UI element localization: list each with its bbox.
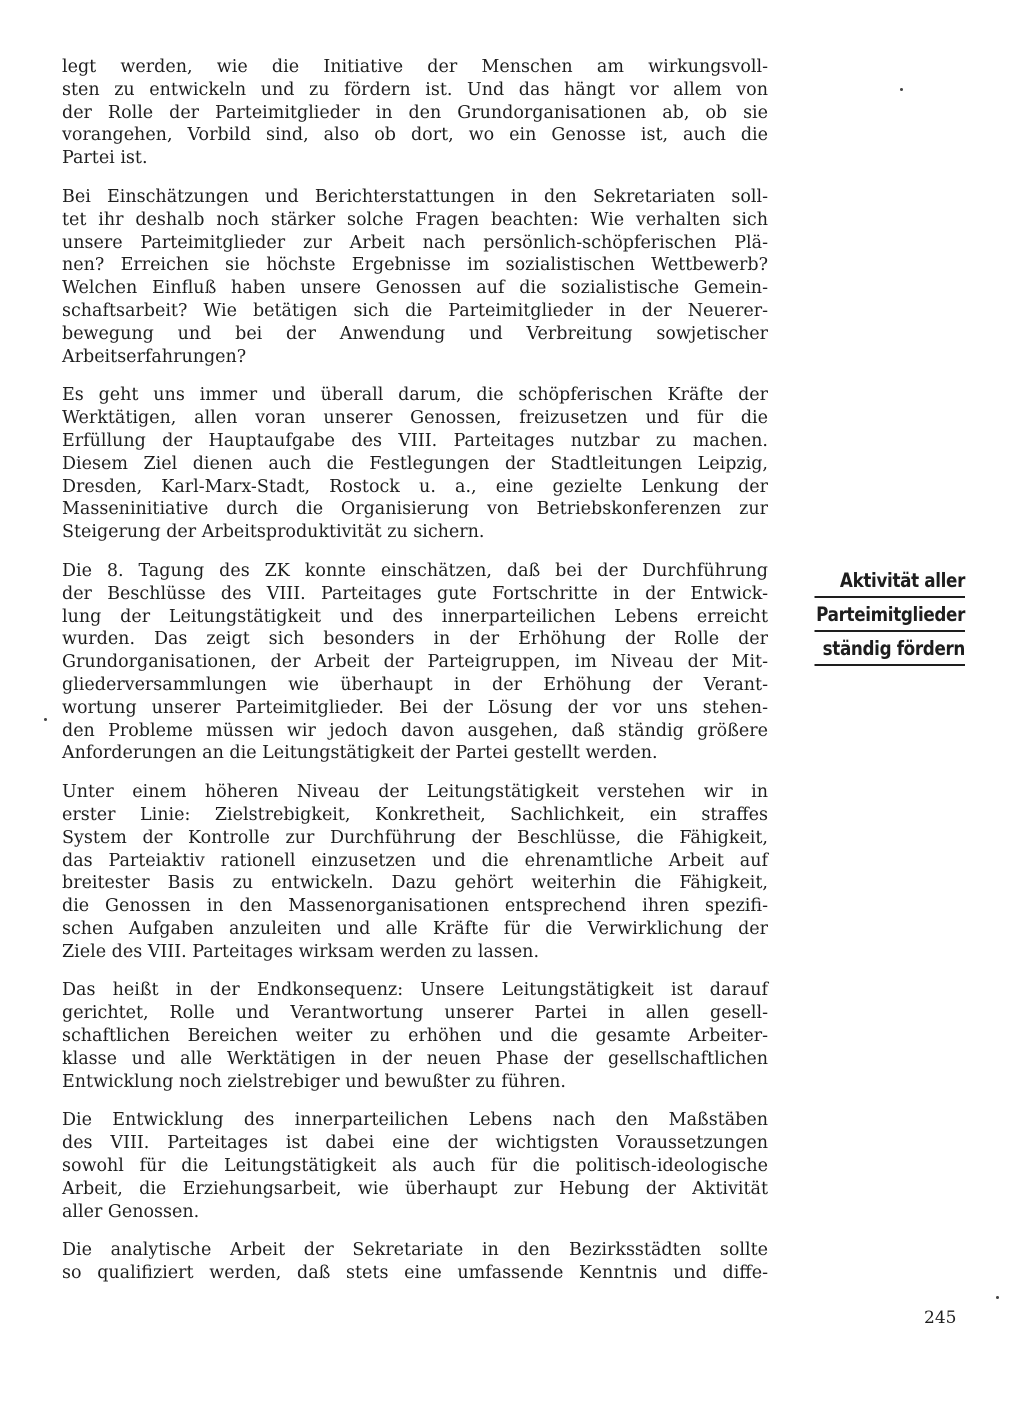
text-line: System der Kontrolle zur Durchführung der Beschlüsse, die Fähigkeit, bbox=[62, 827, 768, 848]
text-line: Das heißt in der Endkonsequenz: Unsere Leitungstätigkeit ist darauf bbox=[62, 980, 768, 1001]
text-line: Die analytische Arbeit der Sekretariate in den Bezirksstädten sollte bbox=[62, 1240, 768, 1261]
text-line: bewegung und bei der Anwendung und Verbreitung sowjetischer bbox=[62, 323, 768, 344]
margin-heading bbox=[790, 567, 965, 669]
text-line: gliederversammlungen wie überhaupt in der Erhöhung der Verant- bbox=[62, 674, 768, 695]
paragraph-2 bbox=[62, 186, 768, 368]
scan-speck bbox=[44, 718, 47, 721]
text-line: Die 8. Tagung des ZK konnte einschätzen, daß bei der Durchführung bbox=[62, 560, 768, 581]
text-line: Grundorganisationen, der Arbeit der Parteigruppen, im Niveau der Mit- bbox=[62, 652, 768, 673]
paragraph-3 bbox=[62, 384, 768, 544]
text-line: Masseninitiative durch die Organisierung von Betriebskonferenzen zur bbox=[62, 499, 768, 520]
text-line: tet ihr deshalb noch stärker solche Fragen beachten: Wie verhalten sich bbox=[62, 209, 768, 230]
paragraph-4 bbox=[62, 560, 768, 765]
text-line: sten zu entwickeln und zu fördern ist. Und das hängt vor allem von bbox=[62, 79, 768, 100]
text-line: schaftsarbeit? Wie betätigen sich die Parteimitglieder in der Neuerer- bbox=[62, 300, 768, 321]
paragraph-6 bbox=[62, 979, 768, 1093]
text-line: Dresden, Karl-Marx-Stadt, Rostock u. a., eine gezielte Lenkung der bbox=[62, 476, 768, 497]
text-line: wurden. Das zeigt sich besonders in der Erhöhung der Rolle der bbox=[62, 629, 768, 650]
text-line: Unter einem höheren Niveau der Leitungstätigkeit verstehen wir in bbox=[62, 782, 768, 803]
text-line: die Genossen in den Massenorganisationen entsprechend ihren spezifi- bbox=[62, 896, 768, 917]
margin-heading-line: Aktivität aller bbox=[815, 567, 966, 598]
text-line: legt werden, wie die Initiative der Menschen am wirkungsvoll- bbox=[62, 57, 768, 77]
text-line: Die Entwicklung des innerparteilichen Lebens nach den Maßstäben bbox=[62, 1110, 768, 1131]
text-line: lung der Leitungstätigkeit und des innerparteilichen Lebens erreicht bbox=[62, 606, 768, 627]
text-line: Ziele des VIII. Parteitages wirksam werden zu lassen. bbox=[62, 941, 540, 962]
page-number: 245 bbox=[924, 1308, 957, 1328]
text-line: schaftlichen Bereichen weiter zu erhöhen und die gesamte Arbeiter- bbox=[62, 1026, 768, 1047]
margin-heading-line: ständig fördern bbox=[815, 635, 966, 666]
text-line: Erfüllung der Hauptaufgabe des VIII. Parteitages nutzbar zu machen. bbox=[62, 430, 768, 451]
text-line: sowohl für die Leitungstätigkeit als auch für die politisch-ideologische bbox=[62, 1156, 768, 1177]
paragraph-1 bbox=[62, 56, 768, 170]
paragraph-8 bbox=[62, 1239, 768, 1285]
text-line: wortung unserer Parteimitglieder. Bei der Lösung der vor uns stehen- bbox=[62, 697, 768, 718]
text-line: Bei Einschätzungen und Berichterstattungen in den Sekretariaten soll- bbox=[62, 186, 768, 207]
margin-heading-line: Parteimitglieder bbox=[815, 601, 966, 632]
text-line: Steigerung der Arbeitsproduktivität zu sichern. bbox=[62, 522, 485, 543]
text-line: Es geht uns immer und überall darum, die schöpferischen Kräfte der bbox=[62, 385, 768, 406]
text-line: nen? Erreichen sie höchste Ergebnisse im sozialistischen Wettbewerb? bbox=[62, 255, 768, 276]
text-line: Arbeit, die Erziehungsarbeit, wie überhaupt zur Hebung der Aktivität bbox=[62, 1178, 768, 1199]
text-line: das Parteiaktiv rationell einzusetzen und die ehrenamtliche Arbeit auf bbox=[62, 850, 768, 871]
scan-speck bbox=[900, 88, 903, 91]
scan-speck bbox=[996, 1296, 999, 1299]
text-line: den Probleme müssen wir jedoch davon ausgehen, daß ständig größere bbox=[62, 720, 768, 741]
text-line: Arbeitserfahrungen? bbox=[62, 346, 247, 367]
text-line: aller Genossen. bbox=[62, 1201, 200, 1222]
text-line: vorangehen, Vorbild sind, also ob dort, wo ein Genosse ist, auch die bbox=[62, 125, 768, 146]
text-line: erster Linie: Zielstrebigkeit, Konkretheit, Sachlichkeit, ein straffes bbox=[62, 804, 768, 825]
text-line: des VIII. Parteitages ist dabei eine der wichtigsten Voraussetzungen bbox=[62, 1133, 768, 1154]
text-line: klasse und alle Werktätigen in der neuen Phase der gesellschaftlichen bbox=[62, 1048, 768, 1069]
text-line: unsere Parteimitglieder zur Arbeit nach persönlich-schöpferischen Plä- bbox=[62, 232, 768, 253]
text-line: der Rolle der Parteimitglieder in den Grundorganisationen ab, ob sie bbox=[62, 102, 768, 123]
text-line: Anforderungen an die Leitungstätigkeit der Partei gestellt werden. bbox=[62, 743, 658, 764]
text-line: Diesem Ziel dienen auch die Festlegungen der Stadtleitungen Leipzig, bbox=[62, 453, 768, 474]
text-line: Partei ist. bbox=[62, 148, 148, 169]
text-line: der Beschlüsse des VIII. Parteitages gute Fortschritte in der Entwick- bbox=[62, 583, 768, 604]
body-text-column bbox=[62, 56, 768, 1301]
paragraph-7 bbox=[62, 1109, 768, 1223]
paragraph-5 bbox=[62, 781, 768, 963]
text-line: schen Aufgaben anzuleiten und alle Kräfte für die Verwirklichung der bbox=[62, 918, 768, 939]
text-line: so qualifiziert werden, daß stets eine umfassende Kenntnis und diffe- bbox=[62, 1263, 768, 1284]
text-line: Welchen Einfluß haben unsere Genossen auf die sozialistische Gemein- bbox=[62, 278, 768, 299]
text-line: gerichtet, Rolle und Verantwortung unserer Partei in allen gesell- bbox=[62, 1003, 768, 1024]
text-line: breitester Basis zu entwickeln. Dazu gehört weiterhin die Fähigkeit, bbox=[62, 873, 768, 894]
text-line: Werktätigen, allen voran unserer Genossen, freizusetzen und für die bbox=[62, 408, 768, 429]
text-line: Entwicklung noch zielstrebiger und bewußter zu führen. bbox=[62, 1071, 566, 1092]
